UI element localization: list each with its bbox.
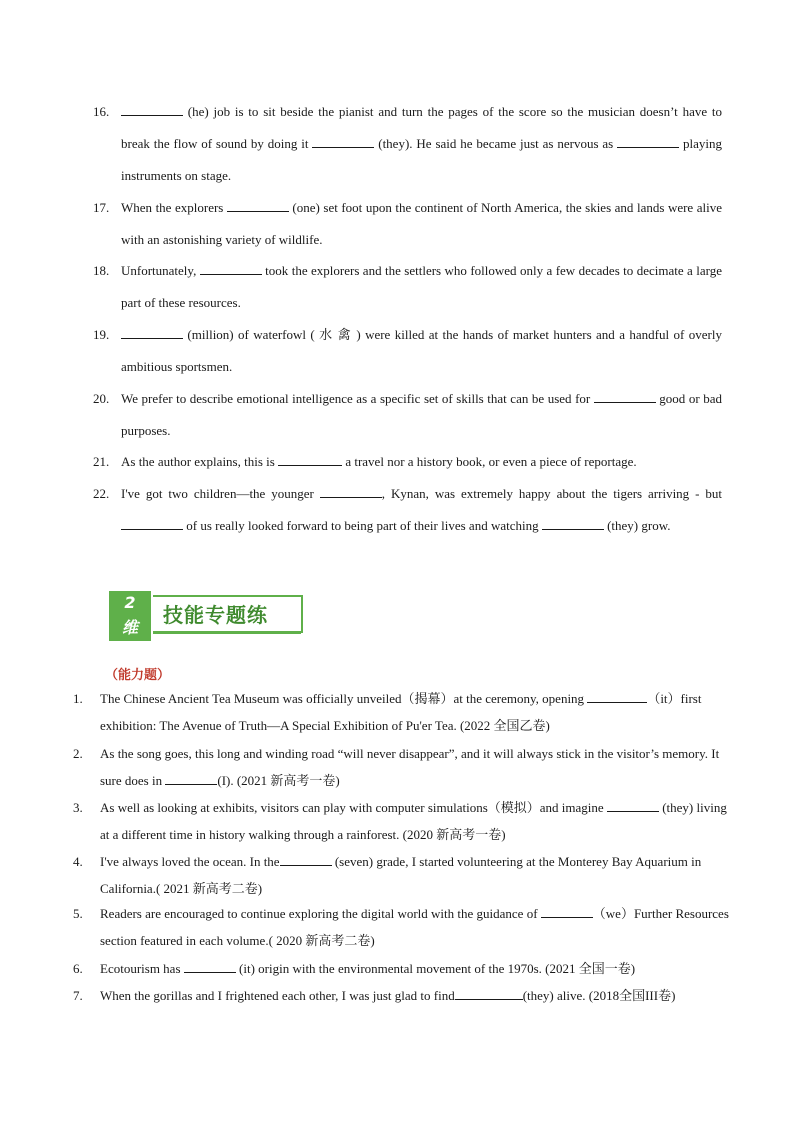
question-text: Unfortunately, took the explorers and the settlers who followed only a few decades to decimate a large part of these resources. — [121, 263, 722, 310]
question-text: As the song goes, this long and winding road “will never disappear”, and it will always stick in the visitor’s memory. It sure does in (I). (2021 新高考一卷) — [100, 746, 720, 788]
question-text: I've got two children—the younger , Kynan, was extremely happy about the tigers arriving - but of us really looked forward to being part of their lives and watching (they) grow. — [121, 486, 722, 533]
question-text: As the author explains, this is a travel nor a history book, or even a piece of reportage. — [121, 454, 637, 469]
section-banner — [109, 591, 309, 643]
answer-blank[interactable] — [607, 799, 659, 812]
question-number: 2. — [73, 746, 83, 761]
question-number: 19. — [93, 327, 110, 342]
question-number: 18. — [93, 263, 110, 278]
question-number: 4. — [73, 854, 83, 869]
answer-blank[interactable] — [121, 517, 183, 530]
answer-blank[interactable] — [278, 453, 342, 466]
answer-blank[interactable] — [312, 135, 374, 148]
question-number: 7. — [73, 988, 83, 1003]
answer-blank[interactable] — [184, 960, 236, 973]
question-number: 22. — [93, 486, 110, 501]
answer-blank[interactable] — [587, 690, 647, 703]
answer-blank[interactable] — [542, 517, 604, 530]
question-text: Readers are encouraged to continue exploring the digital world with the guidance of （we）Further Resources section featured in each volume.( 2020 新高考二卷) — [100, 906, 729, 948]
answer-blank[interactable] — [617, 135, 679, 148]
section-title: 技能专题练 — [163, 603, 268, 627]
question-number: 3. — [73, 800, 83, 815]
answer-blank[interactable] — [320, 485, 382, 498]
question-text: The Chinese Ancient Tea Museum was officially unveiled（揭幕）at the ceremony, opening （it）first exhibition: The Avenue of Truth—A Special Exhibition of Pu'er Tea. (2022 全国乙卷) — [100, 691, 702, 733]
answer-blank[interactable] — [455, 987, 523, 1000]
answer-blank[interactable] — [121, 103, 183, 116]
difficulty-label: （能力题） — [105, 668, 171, 683]
answer-blank[interactable] — [227, 199, 289, 212]
question-number: 17. — [93, 200, 110, 215]
banner-underline — [153, 631, 301, 634]
question-number: 16. — [93, 104, 110, 119]
question-text: As well as looking at exhibits, visitors can play with computer simulations（模拟）and imagine (they) living at a different time in history walking through a rainforest. (2020 新高考一卷) — [100, 800, 727, 842]
question-text: When the explorers (one) set foot upon the continent of North America, the skies and lands were alive with an astonishing variety of wildlife. — [121, 200, 722, 247]
question-text: We prefer to describe emotional intelligence as a specific set of skills that can be used for good or bad purposes. — [121, 391, 722, 438]
question-number: 5. — [73, 906, 83, 921]
question-number: 20. — [93, 391, 110, 406]
section-badge: 2 维 — [109, 591, 151, 641]
question-text: (million) of waterfowl ( 水 禽 ) were killed at the hands of market hunters and a handful of overly ambitious sportsmen. — [121, 327, 722, 374]
answer-blank[interactable] — [594, 390, 656, 403]
question-text: When the gorillas and I frightened each other, I was just glad to find (they) alive. (2018全国III卷) — [100, 988, 676, 1003]
question-number: 6. — [73, 961, 83, 976]
question-number: 21. — [93, 454, 110, 469]
answer-blank[interactable] — [280, 853, 332, 866]
question-text: (he) job is to sit beside the pianist and turn the pages of the score so the musician doesn’t have to break the flow of sound by doing it (they). He said he became just as nervous as playing instruments on stage. — [121, 104, 722, 183]
answer-blank[interactable] — [165, 772, 217, 785]
question-number: 1. — [73, 691, 83, 706]
question-text: I've always loved the ocean. In the (seven) grade, I started volunteering at the Monterey Bay Aquarium in California.( 2021 新高考二卷) — [100, 854, 702, 896]
question-text: Ecotourism has (it) origin with the environmental movement of the 1970s. (2021 全国一卷) — [100, 961, 636, 976]
answer-blank[interactable] — [121, 326, 183, 339]
answer-blank[interactable] — [541, 905, 593, 918]
answer-blank[interactable] — [200, 262, 262, 275]
